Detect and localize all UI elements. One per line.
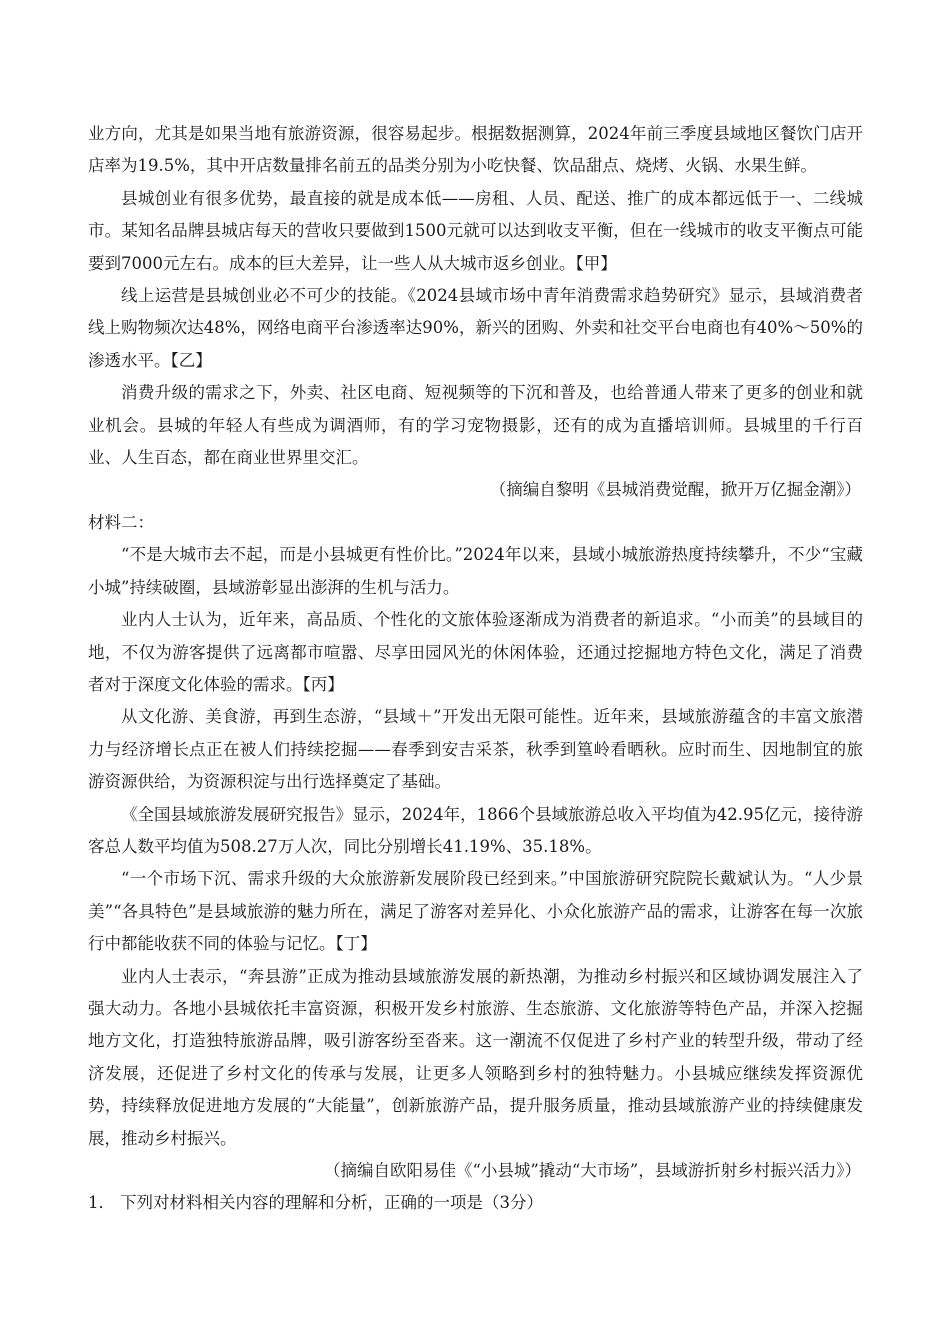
material2-paragraph-0: “不是大城市去不起，而是小县城更有性价比。”2024年以来，县域小城旅游热度持续攀升，不少“宝藏小城”持续破圈，县域游彰显出澎湃的生机与活力。 bbox=[88, 545, 863, 597]
material2-paragraph-3: 《全国县域旅游发展研究报告》显示，2024年，1866个县域旅游总收入平均值为42.95亿元，接待游客总人数平均值为508.27万人次，同比分别增长41.19%、35.18%。 bbox=[88, 804, 863, 856]
material2-source: （摘编自欧阳易佳《“小县城”撬动“大市场”，县域游折射乡村振兴活力》） bbox=[324, 1161, 861, 1180]
question-number: 1． bbox=[88, 1193, 115, 1213]
material1-paragraph-0: 业方向，尤其是如果当地有旅游资源，很容易起步。根据数据测算，2024年前三季度县域地区餐饮门店开店率为19.5%，其中开店数量排名前五的品类分别为小吃快餐、饮品甜点、烧烤、火锅、水果生鲜。 bbox=[88, 124, 863, 176]
material2-paragraph-2: 从文化游、美食游，再到生态游，“县域＋”开发出无限可能性。近年来，县域旅游蕴含的丰富文旅潜力与经济增长点正在被人们持续挖掘——春季到安吉采茶，秋季到篁岭看晒秋。应时而生、因地制宜的旅游资源供给，为资源积淀与出行选择奠定了基础。 bbox=[88, 707, 863, 792]
material2-paragraph-4: “一个市场下沉、需求升级的大众旅游新发展阶段已经到来。”中国旅游研究院院长戴斌认为。“人少景美”“各具特色”是县域旅游的魅力所在，满足了游客对差异化、小众化旅游产品的需求，让游客在每一次旅行中都能收获不同的体验与记忆。【丁】 bbox=[88, 869, 863, 954]
material2-paragraph-1: 业内人士认为，近年来，高品质、个性化的文旅体验逐渐成为消费者的新追求。“小而美”的县域目的地，不仅为游客提供了远离都市喧嚣、尽享田园风光的休闲体验，还通过挖掘地方特色文化，满足了消费者对于深度文化体验的需求。【丙】 bbox=[88, 610, 863, 694]
question-text: 下列对材料相关内容的理解和分析，正确的一项是（3分） bbox=[120, 1193, 543, 1213]
material2-paragraph-5: 业内人士表示，“奔县游”正成为推动县域旅游发展的新热潮，为推动乡村振兴和区域协调发展注入了强大动力。各地小县城依托丰富资源，积极开发乡村旅游、生态旅游、文化旅游等特色产品，并深入挖掘地方文化，打造独特旅游品牌，吸引游客纷至沓来。这一潮流不仅促进了乡村产业的转型升级，带动了经济发展，还促进了乡村文化的传承与发展，让更多人领略到乡村的独特魅力。小县城应继续发挥资源优势，持续释放促进地方发展的“大能量”，创新旅游产品，提升服务质量，推动县域旅游产业的持续健康发展，推动乡村振兴。 bbox=[88, 966, 863, 1148]
question-1 bbox=[88, 1187, 863, 1219]
document-body bbox=[88, 118, 863, 1220]
material1-paragraph-1: 县城创业有很多优势，最直接的就是成本低——房租、人员、配送、推广的成本都远低于一、二线城市。某知名品牌县城店每天的营收只要做到1500元就可以达到收支平衡，但在一线城市的收支平衡点可能要到7000元左右。成本的巨大差异，让一些人从大城市返乡创业。【甲】 bbox=[88, 188, 863, 273]
material1-paragraph-2: 线上运营是县城创业必不可少的技能。《2024县域市场中青年消费需求趋势研究》显示，县域消费者线上购物频次达48%，网络电商平台渗透率达90%，新兴的团购、外卖和社交平台电商也有40%～50%的渗透水平。【乙】 bbox=[88, 286, 863, 370]
material1-source: （摘编自黎明《县城消费觉醒，掀开万亿掘金潮》） bbox=[489, 480, 861, 500]
material2-label: 材料二： bbox=[88, 512, 154, 532]
material1-paragraph-3: 消费升级的需求之下，外卖、社区电商、短视频等的下沉和普及，也给普通人带来了更多的创业和就业机会。县城的年轻人有些成为调酒师，有的学习宠物摄影，还有的成为直播培训师。县城里的千行百业、人生百态，都在商业世界里交汇。 bbox=[88, 383, 863, 468]
